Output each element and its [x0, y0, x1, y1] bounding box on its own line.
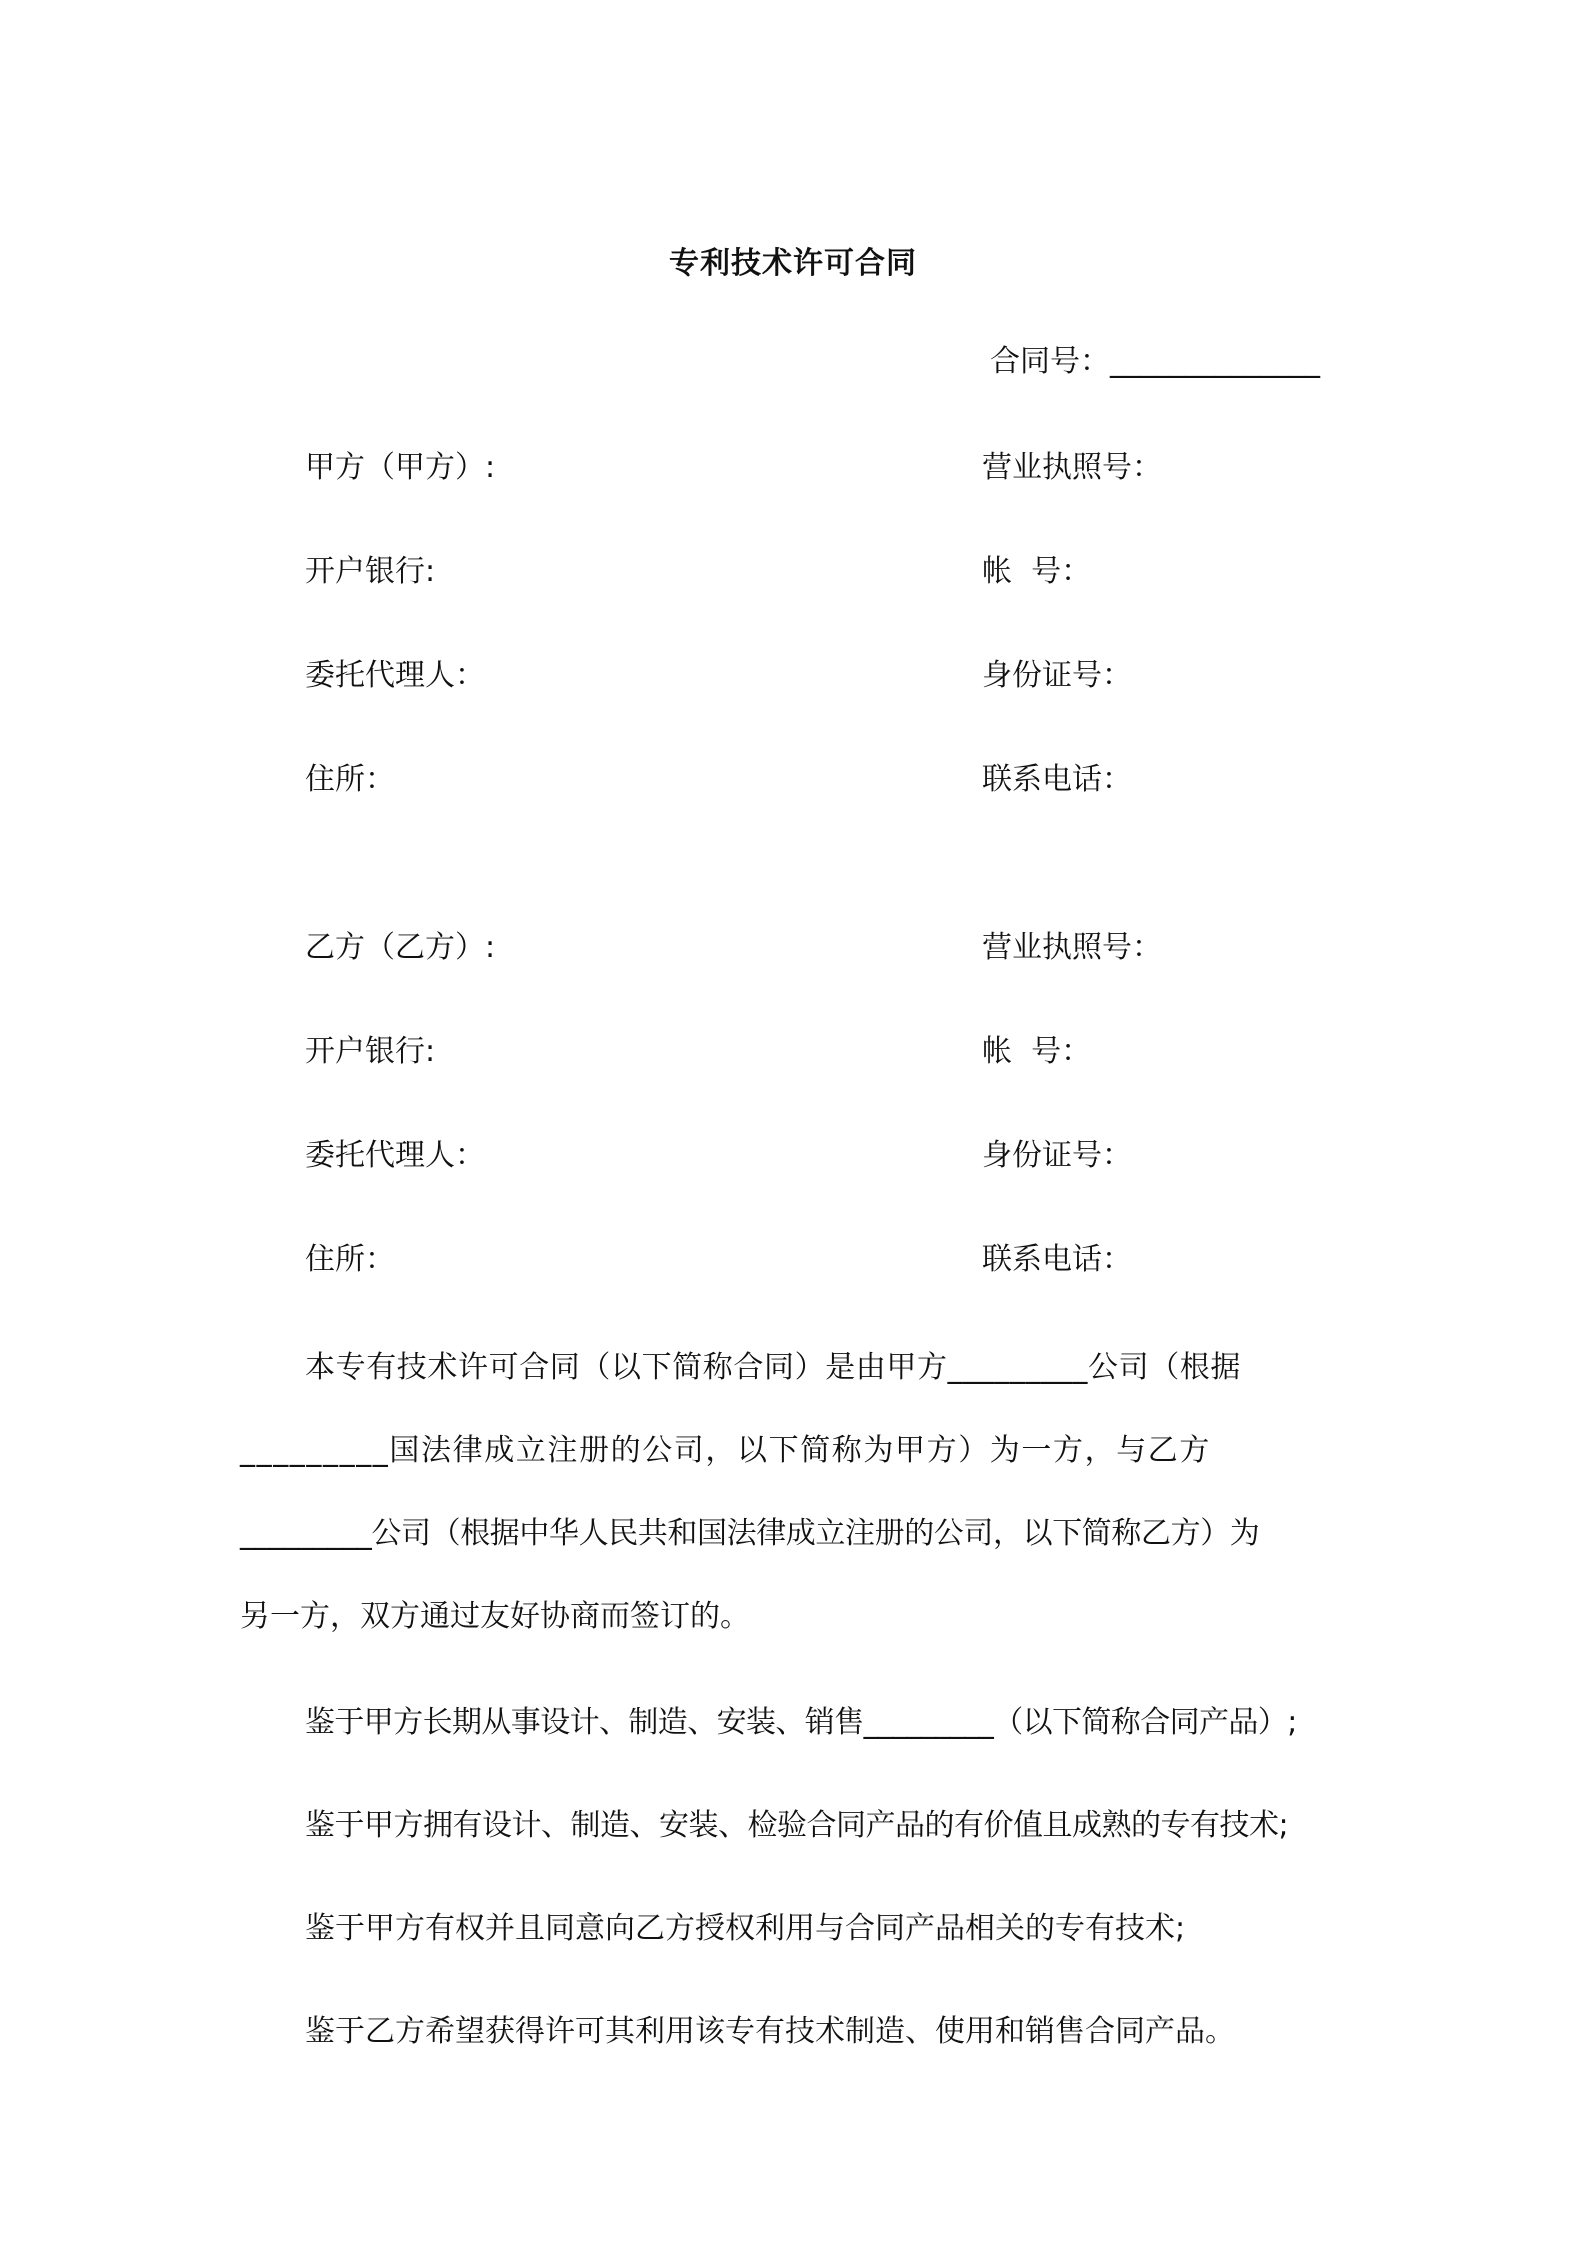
party-b-id-label: 身份证号： [982, 1138, 1132, 1173]
party-a-license-label: 营业执照号： [982, 450, 1162, 485]
whereas-item: 鉴于甲方拥有设计、制造、安装、检验合同产品的有价值且成熟的专有技术; [305, 1808, 1289, 1843]
party-b-name-label: 乙方（乙方）: [305, 930, 496, 965]
party-a-bank-label: 开户银行: [305, 554, 436, 589]
preamble-line: 另一方，双方通过友好协商而签订的。 [240, 1599, 750, 1634]
party-b-agent-label: 委托代理人： [305, 1138, 485, 1173]
party-a-phone-label: 联系电话： [982, 762, 1132, 797]
party-a-agent-label: 委托代理人： [305, 658, 485, 693]
preamble-line: _________国法律成立注册的公司，以下简称为甲方）为一方，与乙方 [240, 1433, 1211, 1468]
contract-number: 合同号：______________ [990, 344, 1320, 379]
whereas-item: 鉴于甲方有权并且同意向乙方授权利用与合同产品相关的专有技术; [305, 1911, 1186, 1946]
party-b-address-label: 住所： [305, 1242, 395, 1277]
party-a-account-label: 帐 号： [982, 554, 1092, 589]
party-b-account-label: 帐 号： [982, 1034, 1092, 1069]
party-b-license-label: 营业执照号： [982, 930, 1162, 965]
party-a-name-label: 甲方（甲方）: [305, 450, 496, 485]
party-b-phone-label: 联系电话： [982, 1242, 1132, 1277]
document-title: 专利技术许可合同 [669, 246, 917, 281]
whereas-item: 鉴于甲方长期从事设计、制造、安装、销售_________（以下简称合同产品）; [305, 1705, 1297, 1740]
party-a-id-label: 身份证号： [982, 658, 1132, 693]
preamble-line: _________公司（根据中华人民共和国法律成立注册的公司，以下简称乙方）为 [240, 1516, 1260, 1551]
whereas-item: 鉴于乙方希望获得许可其利用该专有技术制造、使用和销售合同产品。 [305, 2014, 1235, 2049]
party-b-bank-label: 开户银行: [305, 1034, 436, 1069]
preamble-line: 本专有技术许可合同（以下简称合同）是由甲方_________公司（根据 [305, 1350, 1241, 1385]
party-a-address-label: 住所： [305, 762, 395, 797]
